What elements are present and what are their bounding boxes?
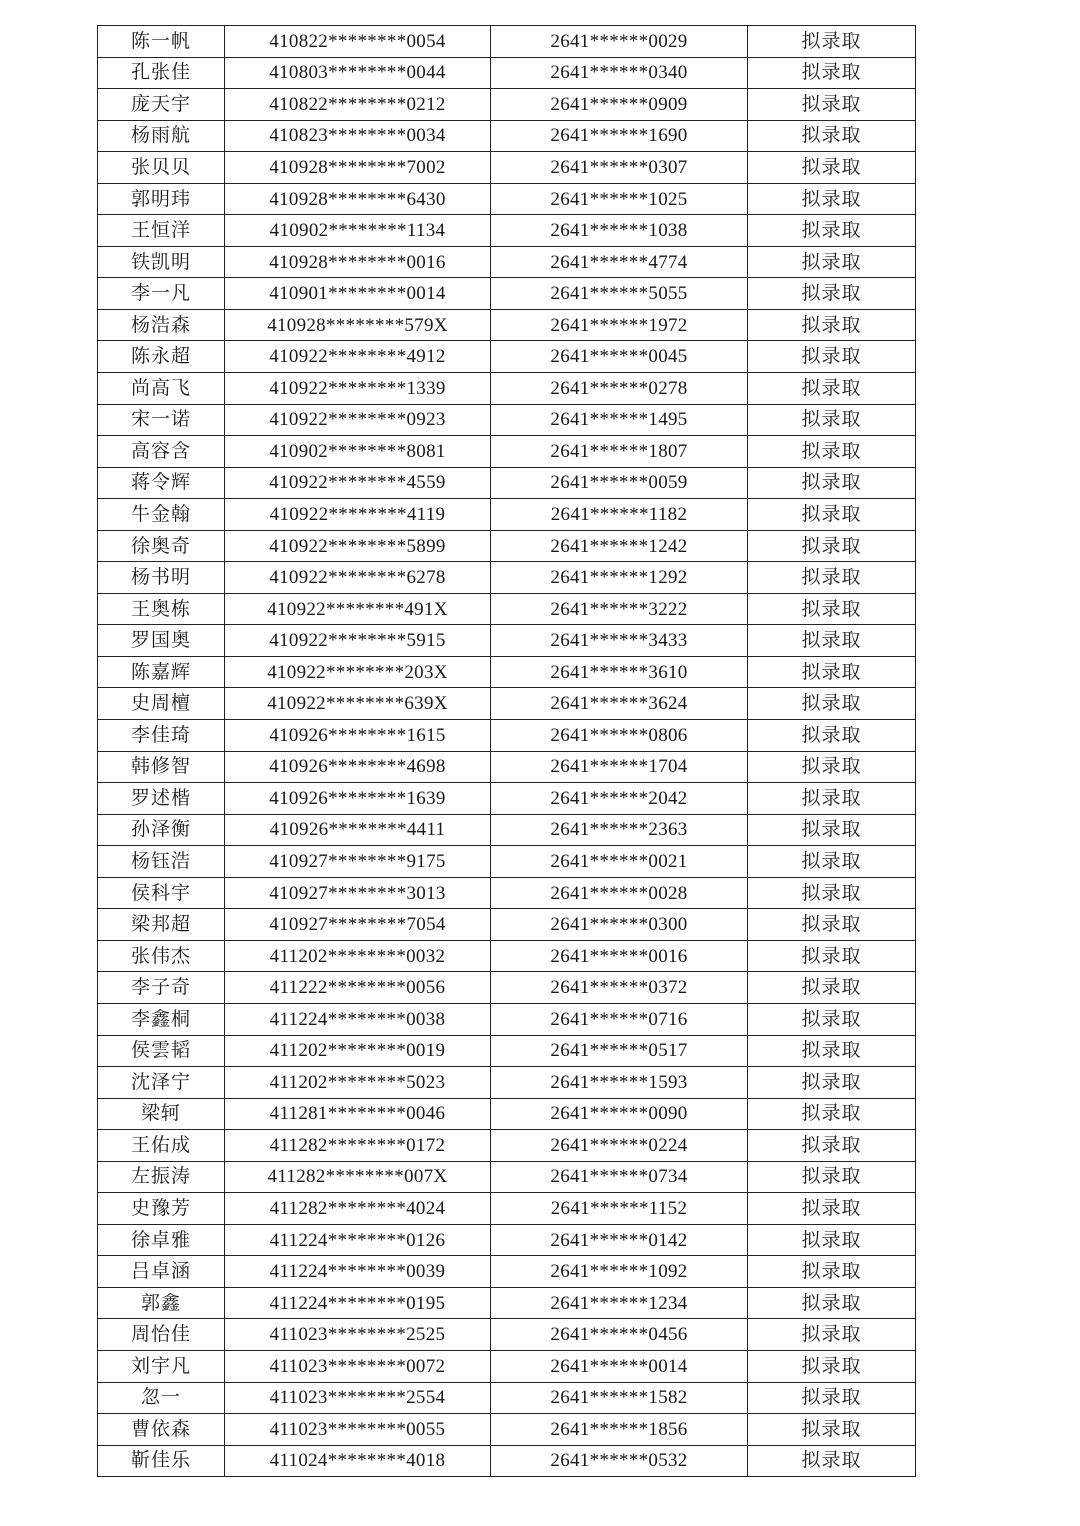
id-number-cell: 410927********9175 [225, 846, 491, 878]
admission-status-cell: 拟录取 [748, 341, 916, 373]
admission-status-cell: 拟录取 [748, 215, 916, 247]
table-row [98, 1382, 916, 1414]
table-row [98, 877, 916, 909]
admission-status-cell: 拟录取 [748, 972, 916, 1004]
exam-number-cell: 2641******1690 [491, 120, 748, 152]
admission-status-cell: 拟录取 [748, 1319, 916, 1351]
student-name-cell: 蒋令辉 [98, 467, 225, 499]
exam-number-cell: 2641******3610 [491, 656, 748, 688]
exam-number-cell: 2641******1292 [491, 562, 748, 594]
admission-status-cell: 拟录取 [748, 1256, 916, 1288]
id-number-cell: 410922********6278 [225, 562, 491, 594]
id-number-cell: 410922********203X [225, 656, 491, 688]
exam-number-cell: 2641******1038 [491, 215, 748, 247]
student-name-cell: 罗国奥 [98, 625, 225, 657]
exam-number-cell: 2641******5055 [491, 278, 748, 310]
table-row [98, 404, 916, 436]
id-number-cell: 411282********4024 [225, 1193, 491, 1225]
table-row [98, 1130, 916, 1162]
id-number-cell: 410901********0014 [225, 278, 491, 310]
student-name-cell: 陈一帆 [98, 26, 225, 58]
admission-status-cell: 拟录取 [748, 783, 916, 815]
table-row [98, 593, 916, 625]
id-number-cell: 411023********0055 [225, 1414, 491, 1446]
admission-status-cell: 拟录取 [748, 278, 916, 310]
exam-number-cell: 2641******0372 [491, 972, 748, 1004]
table-row [98, 183, 916, 215]
exam-number-cell: 2641******0734 [491, 1161, 748, 1193]
student-name-cell: 李鑫桐 [98, 1003, 225, 1035]
admission-status-cell: 拟录取 [748, 373, 916, 405]
exam-number-cell: 2641******0278 [491, 373, 748, 405]
table-row [98, 625, 916, 657]
exam-number-cell: 2641******0300 [491, 909, 748, 941]
table-row [98, 720, 916, 752]
admission-status-cell: 拟录取 [748, 625, 916, 657]
table-row [98, 246, 916, 278]
student-name-cell: 史周檀 [98, 688, 225, 720]
exam-number-cell: 2641******1593 [491, 1067, 748, 1099]
admission-status-cell: 拟录取 [748, 593, 916, 625]
exam-number-cell: 2641******0909 [491, 89, 748, 121]
exam-number-cell: 2641******1856 [491, 1414, 748, 1446]
admission-status-cell: 拟录取 [748, 120, 916, 152]
exam-number-cell: 2641******1972 [491, 309, 748, 341]
admission-status-cell: 拟录取 [748, 89, 916, 121]
admission-status-cell: 拟录取 [748, 1067, 916, 1099]
student-name-cell: 高容含 [98, 436, 225, 468]
id-number-cell: 410823********0034 [225, 120, 491, 152]
exam-number-cell: 2641******0224 [491, 1130, 748, 1162]
exam-number-cell: 2641******0028 [491, 877, 748, 909]
id-number-cell: 410928********579X [225, 309, 491, 341]
id-number-cell: 410928********6430 [225, 183, 491, 215]
admission-status-cell: 拟录取 [748, 909, 916, 941]
table-row [98, 1161, 916, 1193]
table-row [98, 972, 916, 1004]
exam-number-cell: 2641******0045 [491, 341, 748, 373]
admission-status-cell: 拟录取 [748, 720, 916, 752]
student-name-cell: 郭鑫 [98, 1287, 225, 1319]
table-row [98, 846, 916, 878]
table-row [98, 1003, 916, 1035]
exam-number-cell: 2641******0456 [491, 1319, 748, 1351]
student-name-cell: 忽一 [98, 1382, 225, 1414]
id-number-cell: 410902********1134 [225, 215, 491, 247]
id-number-cell: 410922********4559 [225, 467, 491, 499]
id-number-cell: 410926********1615 [225, 720, 491, 752]
student-name-cell: 侯科宇 [98, 877, 225, 909]
student-name-cell: 靳佳乐 [98, 1445, 225, 1477]
exam-number-cell: 2641******0340 [491, 57, 748, 89]
admission-status-cell: 拟录取 [748, 499, 916, 531]
student-name-cell: 孙泽衡 [98, 814, 225, 846]
exam-number-cell: 2641******2363 [491, 814, 748, 846]
exam-number-cell: 2641******0142 [491, 1224, 748, 1256]
table-row [98, 1067, 916, 1099]
admission-status-cell: 拟录取 [748, 877, 916, 909]
table-row [98, 499, 916, 531]
exam-number-cell: 2641******0059 [491, 467, 748, 499]
student-name-cell: 杨浩森 [98, 309, 225, 341]
table-row [98, 436, 916, 468]
admission-list-table [97, 25, 916, 1477]
student-name-cell: 铁凯明 [98, 246, 225, 278]
id-number-cell: 411222********0056 [225, 972, 491, 1004]
id-number-cell: 411224********0039 [225, 1256, 491, 1288]
exam-number-cell: 2641******0307 [491, 152, 748, 184]
admission-status-cell: 拟录取 [748, 940, 916, 972]
id-number-cell: 411202********0019 [225, 1035, 491, 1067]
admission-status-cell: 拟录取 [748, 152, 916, 184]
student-name-cell: 刘宇凡 [98, 1350, 225, 1382]
admission-status-cell: 拟录取 [748, 1445, 916, 1477]
admission-status-cell: 拟录取 [748, 246, 916, 278]
table-row [98, 530, 916, 562]
exam-number-cell: 2641******1807 [491, 436, 748, 468]
exam-number-cell: 2641******1092 [491, 1256, 748, 1288]
exam-number-cell: 2641******1242 [491, 530, 748, 562]
admission-status-cell: 拟录取 [748, 1350, 916, 1382]
id-number-cell: 411281********0046 [225, 1098, 491, 1130]
student-name-cell: 罗述楷 [98, 783, 225, 815]
student-name-cell: 周怡佳 [98, 1319, 225, 1351]
admission-status-cell: 拟录取 [748, 1224, 916, 1256]
id-number-cell: 410902********8081 [225, 436, 491, 468]
admission-status-cell: 拟录取 [748, 26, 916, 58]
exam-number-cell: 2641******0716 [491, 1003, 748, 1035]
admission-status-cell: 拟录取 [748, 436, 916, 468]
id-number-cell: 411224********0126 [225, 1224, 491, 1256]
id-number-cell: 411202********0032 [225, 940, 491, 972]
student-name-cell: 杨书明 [98, 562, 225, 594]
id-number-cell: 411202********5023 [225, 1067, 491, 1099]
id-number-cell: 410927********7054 [225, 909, 491, 941]
table-row [98, 1224, 916, 1256]
exam-number-cell: 2641******0090 [491, 1098, 748, 1130]
admission-status-cell: 拟录取 [748, 1382, 916, 1414]
student-name-cell: 杨钰浩 [98, 846, 225, 878]
id-number-cell: 410922********1339 [225, 373, 491, 405]
student-name-cell: 徐卓雅 [98, 1224, 225, 1256]
exam-number-cell: 2641******0517 [491, 1035, 748, 1067]
student-name-cell: 王佑成 [98, 1130, 225, 1162]
table-row [98, 1035, 916, 1067]
admission-status-cell: 拟录取 [748, 814, 916, 846]
admission-status-cell: 拟录取 [748, 57, 916, 89]
table-row [98, 1287, 916, 1319]
student-name-cell: 曹依森 [98, 1414, 225, 1446]
table-row [98, 278, 916, 310]
exam-number-cell: 2641******1234 [491, 1287, 748, 1319]
admission-status-cell: 拟录取 [748, 688, 916, 720]
admission-status-cell: 拟录取 [748, 1414, 916, 1446]
exam-number-cell: 2641******0021 [491, 846, 748, 878]
exam-number-cell: 2641******1582 [491, 1382, 748, 1414]
student-name-cell: 陈永超 [98, 341, 225, 373]
id-number-cell: 410926********4698 [225, 751, 491, 783]
student-name-cell: 李一凡 [98, 278, 225, 310]
table-row [98, 1193, 916, 1225]
student-name-cell: 张贝贝 [98, 152, 225, 184]
table-row [98, 89, 916, 121]
student-name-cell: 侯雲韬 [98, 1035, 225, 1067]
table-row [98, 940, 916, 972]
student-name-cell: 杨雨航 [98, 120, 225, 152]
admission-status-cell: 拟录取 [748, 530, 916, 562]
admission-status-cell: 拟录取 [748, 1035, 916, 1067]
id-number-cell: 411282********0172 [225, 1130, 491, 1162]
student-name-cell: 尚高飞 [98, 373, 225, 405]
table-row [98, 1414, 916, 1446]
table-row [98, 1098, 916, 1130]
admission-status-cell: 拟录取 [748, 751, 916, 783]
table-row [98, 909, 916, 941]
student-name-cell: 王恒洋 [98, 215, 225, 247]
id-number-cell: 411024********4018 [225, 1445, 491, 1477]
student-name-cell: 郭明玮 [98, 183, 225, 215]
table-row [98, 1319, 916, 1351]
exam-number-cell: 2641******0532 [491, 1445, 748, 1477]
admission-list-body [98, 26, 916, 1477]
exam-number-cell: 2641******1704 [491, 751, 748, 783]
student-name-cell: 左振涛 [98, 1161, 225, 1193]
exam-number-cell: 2641******3433 [491, 625, 748, 657]
id-number-cell: 410922********0923 [225, 404, 491, 436]
exam-number-cell: 2641******0029 [491, 26, 748, 58]
id-number-cell: 410922********639X [225, 688, 491, 720]
id-number-cell: 410927********3013 [225, 877, 491, 909]
table-row [98, 467, 916, 499]
id-number-cell: 410926********4411 [225, 814, 491, 846]
admission-status-cell: 拟录取 [748, 467, 916, 499]
admission-status-cell: 拟录取 [748, 846, 916, 878]
table-row [98, 562, 916, 594]
table-row [98, 783, 916, 815]
table-row [98, 814, 916, 846]
student-name-cell: 张伟杰 [98, 940, 225, 972]
exam-number-cell: 2641******3624 [491, 688, 748, 720]
exam-number-cell: 2641******0016 [491, 940, 748, 972]
student-name-cell: 陈嘉辉 [98, 656, 225, 688]
student-name-cell: 梁邦超 [98, 909, 225, 941]
id-number-cell: 410822********0054 [225, 26, 491, 58]
exam-number-cell: 2641******3222 [491, 593, 748, 625]
id-number-cell: 410922********4119 [225, 499, 491, 531]
student-name-cell: 徐奥奇 [98, 530, 225, 562]
student-name-cell: 梁轲 [98, 1098, 225, 1130]
table-row [98, 1350, 916, 1382]
id-number-cell: 410928********7002 [225, 152, 491, 184]
table-row [98, 688, 916, 720]
id-number-cell: 410822********0212 [225, 89, 491, 121]
student-name-cell: 孔张佳 [98, 57, 225, 89]
id-number-cell: 410926********1639 [225, 783, 491, 815]
student-name-cell: 吕卓涵 [98, 1256, 225, 1288]
id-number-cell: 410928********0016 [225, 246, 491, 278]
exam-number-cell: 2641******1152 [491, 1193, 748, 1225]
id-number-cell: 411023********0072 [225, 1350, 491, 1382]
admission-status-cell: 拟录取 [748, 1193, 916, 1225]
student-name-cell: 李子奇 [98, 972, 225, 1004]
student-name-cell: 沈泽宁 [98, 1067, 225, 1099]
id-number-cell: 411282********007X [225, 1161, 491, 1193]
table-row [98, 215, 916, 247]
id-number-cell: 410922********5899 [225, 530, 491, 562]
id-number-cell: 411023********2525 [225, 1319, 491, 1351]
table-row [98, 373, 916, 405]
table-row [98, 152, 916, 184]
id-number-cell: 411224********0038 [225, 1003, 491, 1035]
admission-status-cell: 拟录取 [748, 562, 916, 594]
table-row [98, 26, 916, 58]
id-number-cell: 410922********5915 [225, 625, 491, 657]
admission-status-cell: 拟录取 [748, 1287, 916, 1319]
id-number-cell: 411023********2554 [225, 1382, 491, 1414]
admission-status-cell: 拟录取 [748, 404, 916, 436]
id-number-cell: 410803********0044 [225, 57, 491, 89]
admission-status-cell: 拟录取 [748, 656, 916, 688]
exam-number-cell: 2641******0014 [491, 1350, 748, 1382]
student-name-cell: 李佳琦 [98, 720, 225, 752]
admission-status-cell: 拟录取 [748, 309, 916, 341]
exam-number-cell: 2641******2042 [491, 783, 748, 815]
admission-status-cell: 拟录取 [748, 1003, 916, 1035]
student-name-cell: 韩修智 [98, 751, 225, 783]
student-name-cell: 庞天宇 [98, 89, 225, 121]
exam-number-cell: 2641******1025 [491, 183, 748, 215]
student-name-cell: 史豫芳 [98, 1193, 225, 1225]
table-row [98, 309, 916, 341]
admission-status-cell: 拟录取 [748, 1098, 916, 1130]
admission-status-cell: 拟录取 [748, 1161, 916, 1193]
table-row [98, 120, 916, 152]
student-name-cell: 宋一诺 [98, 404, 225, 436]
table-row [98, 656, 916, 688]
table-row [98, 751, 916, 783]
student-name-cell: 王奥栋 [98, 593, 225, 625]
exam-number-cell: 2641******1182 [491, 499, 748, 531]
student-name-cell: 牛金翰 [98, 499, 225, 531]
table-row [98, 57, 916, 89]
table-row [98, 1256, 916, 1288]
exam-number-cell: 2641******4774 [491, 246, 748, 278]
id-number-cell: 410922********491X [225, 593, 491, 625]
admission-status-cell: 拟录取 [748, 183, 916, 215]
exam-number-cell: 2641******1495 [491, 404, 748, 436]
id-number-cell: 410922********4912 [225, 341, 491, 373]
admission-status-cell: 拟录取 [748, 1130, 916, 1162]
id-number-cell: 411224********0195 [225, 1287, 491, 1319]
table-row [98, 1445, 916, 1477]
table-row [98, 341, 916, 373]
exam-number-cell: 2641******0806 [491, 720, 748, 752]
